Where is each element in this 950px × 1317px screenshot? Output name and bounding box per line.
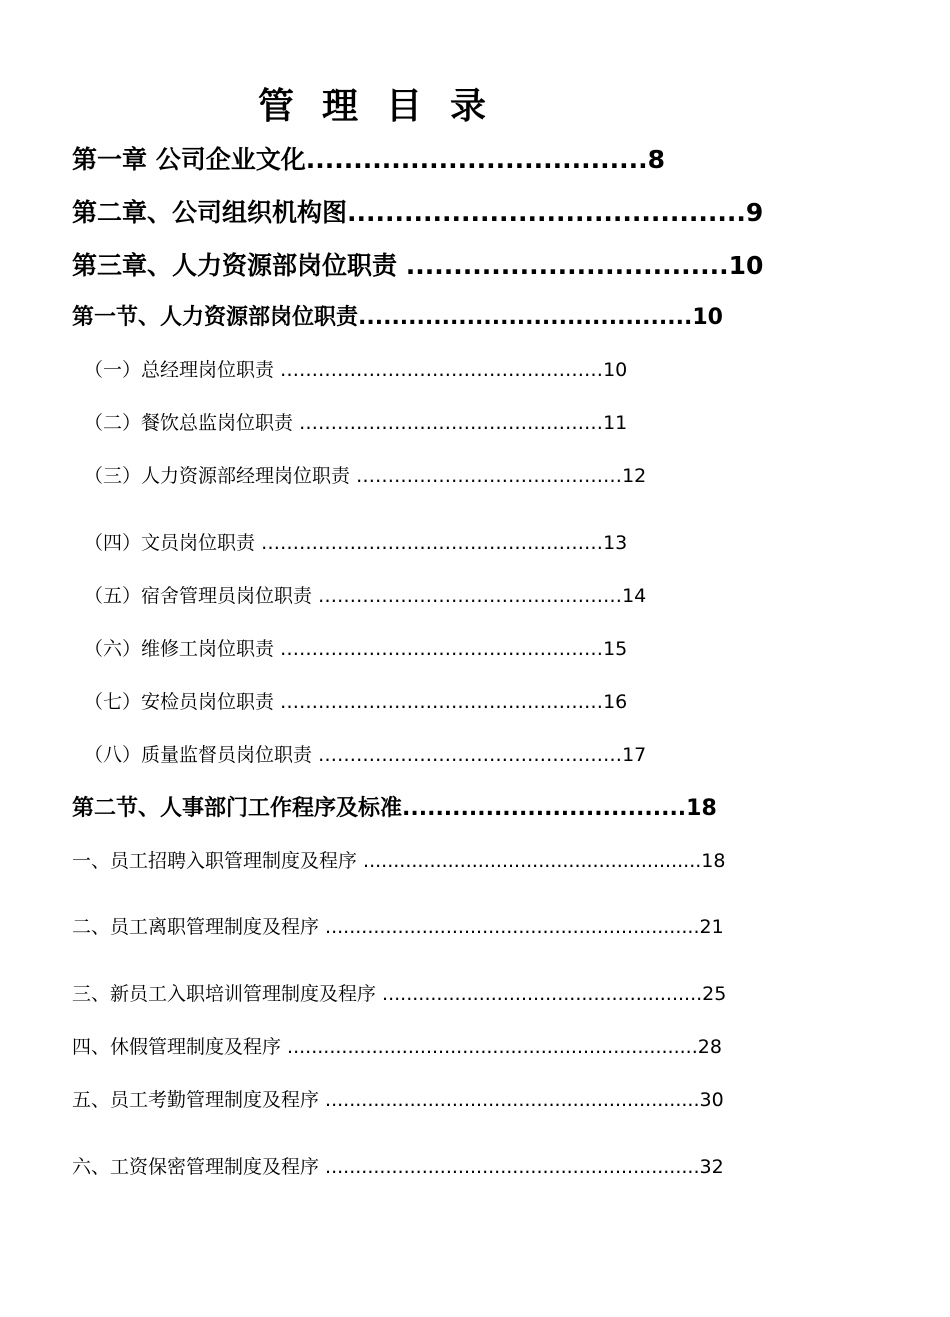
toc-entry-text: （二）餐饮总监岗位职责 — [84, 412, 294, 434]
toc-entry-sub-7[interactable] — [84, 687, 627, 714]
toc-leader-dots: .................................. — [402, 796, 687, 821]
toc-entry-text: 第一章 公司企业文化 — [72, 145, 306, 174]
toc-entry-text: （七）安检员岗位职责 — [84, 691, 275, 713]
toc-leader-dots: .............................................................. — [319, 916, 700, 938]
toc-page-number: 17 — [622, 744, 647, 766]
toc-leader-dots: …………………………………………… — [274, 691, 604, 713]
toc-entry-text: （一）总经理岗位职责 — [84, 359, 275, 381]
toc-page-number: 18 — [686, 796, 717, 821]
toc-leader-dots: .......................................... — [347, 198, 746, 227]
toc-entry-text: 一、员工招聘入职管理制度及程序 — [72, 850, 358, 872]
toc-entry-item-1[interactable] — [72, 846, 725, 873]
toc-leader-dots: ..................................................... — [376, 983, 703, 1005]
toc-leader-dots: .................................................................... — [281, 1036, 698, 1058]
toc-entry-sub-4[interactable] — [84, 528, 627, 555]
toc-page-number: 9 — [745, 198, 764, 227]
toc-page-number: 30 — [699, 1089, 724, 1111]
toc-leader-dots: …………………………………………… — [274, 359, 604, 381]
toc-page-number: 32 — [699, 1156, 724, 1178]
toc-entry-text: 五、员工考勤管理制度及程序 — [72, 1089, 320, 1111]
toc-leader-dots: ........................................................ — [357, 850, 702, 872]
toc-page-number: 12 — [622, 465, 647, 487]
toc-entry-text: （三）人力资源部经理岗位职责 — [84, 465, 351, 487]
toc-entry-chapter-3[interactable] — [72, 246, 763, 282]
toc-entry-item-6[interactable] — [72, 1152, 724, 1179]
toc-leader-dots: ………………………………………… — [293, 412, 604, 434]
toc-entry-text: （六）维修工岗位职责 — [84, 638, 275, 660]
toc-page-number: 11 — [603, 412, 628, 434]
toc-page-number: 10 — [603, 359, 628, 381]
toc-page-number: 14 — [622, 585, 647, 607]
toc-entry-sub-1[interactable] — [84, 355, 627, 382]
toc-leader-dots: .................................... — [305, 145, 648, 174]
toc-entry-text: 第一节、人力资源部岗位职责 — [72, 305, 359, 330]
toc-entry-text: 第二章、公司组织机构图 — [72, 198, 348, 227]
toc-leader-dots: .................................. — [405, 251, 729, 280]
toc-page-number: 13 — [603, 532, 628, 554]
toc-leader-dots: …………………………………………… — [274, 638, 604, 660]
toc-page-number: 21 — [699, 916, 724, 938]
toc-leader-dots: .............................................................. — [319, 1089, 700, 1111]
toc-entry-sub-8[interactable] — [84, 740, 646, 767]
toc-entry-text: 六、工资保密管理制度及程序 — [72, 1156, 320, 1178]
toc-leader-dots: ……………………………………………… — [255, 532, 604, 554]
toc-page-number: 10 — [692, 305, 723, 330]
toc-page-number: 16 — [603, 691, 628, 713]
toc-page-number: 10 — [728, 251, 764, 280]
toc-entry-chapter-1[interactable] — [72, 140, 665, 176]
toc-leader-dots: .............................................................. — [319, 1156, 700, 1178]
toc-entry-section-2[interactable] — [72, 791, 717, 822]
toc-entry-section-1[interactable] — [72, 300, 723, 331]
toc-entry-item-2[interactable] — [72, 912, 724, 939]
toc-entry-text: 第二节、人事部门工作程序及标准 — [72, 796, 403, 821]
toc-entry-text: （八）质量监督员岗位职责 — [84, 744, 313, 766]
toc-entry-sub-5[interactable] — [84, 581, 646, 608]
toc-page-number: 8 — [647, 145, 666, 174]
toc-entry-text: （四）文员岗位职责 — [84, 532, 256, 554]
toc-entry-sub-6[interactable] — [84, 634, 627, 661]
toc-entry-text: 四、休假管理制度及程序 — [72, 1036, 282, 1058]
toc-page-number: 18 — [701, 850, 726, 872]
toc-entry-chapter-2[interactable] — [72, 193, 763, 229]
toc-entry-text: 二、员工离职管理制度及程序 — [72, 916, 320, 938]
toc-page-number: 25 — [702, 983, 727, 1005]
page-title: 管理目录 — [258, 86, 515, 127]
toc-entry-item-5[interactable] — [72, 1085, 724, 1112]
toc-leader-dots: ………………………………………… — [312, 744, 623, 766]
toc-leader-dots: …………………………………… — [350, 465, 623, 487]
toc-entry-sub-2[interactable] — [84, 408, 627, 435]
toc-entry-text: （五）宿舍管理员岗位职责 — [84, 585, 313, 607]
toc-page-number: 28 — [697, 1036, 722, 1058]
toc-entry-sub-3[interactable] — [84, 461, 646, 488]
toc-leader-dots: ………………………………………… — [312, 585, 623, 607]
toc-entry-text: 三、新员工入职培训管理制度及程序 — [72, 983, 377, 1005]
toc-page-number: 15 — [603, 638, 628, 660]
toc-leader-dots: ........................................ — [358, 305, 693, 330]
toc-entry-text: 第三章、人力资源部岗位职责 — [72, 251, 406, 280]
toc-entry-item-4[interactable] — [72, 1032, 722, 1059]
toc-entry-item-3[interactable] — [72, 979, 726, 1006]
